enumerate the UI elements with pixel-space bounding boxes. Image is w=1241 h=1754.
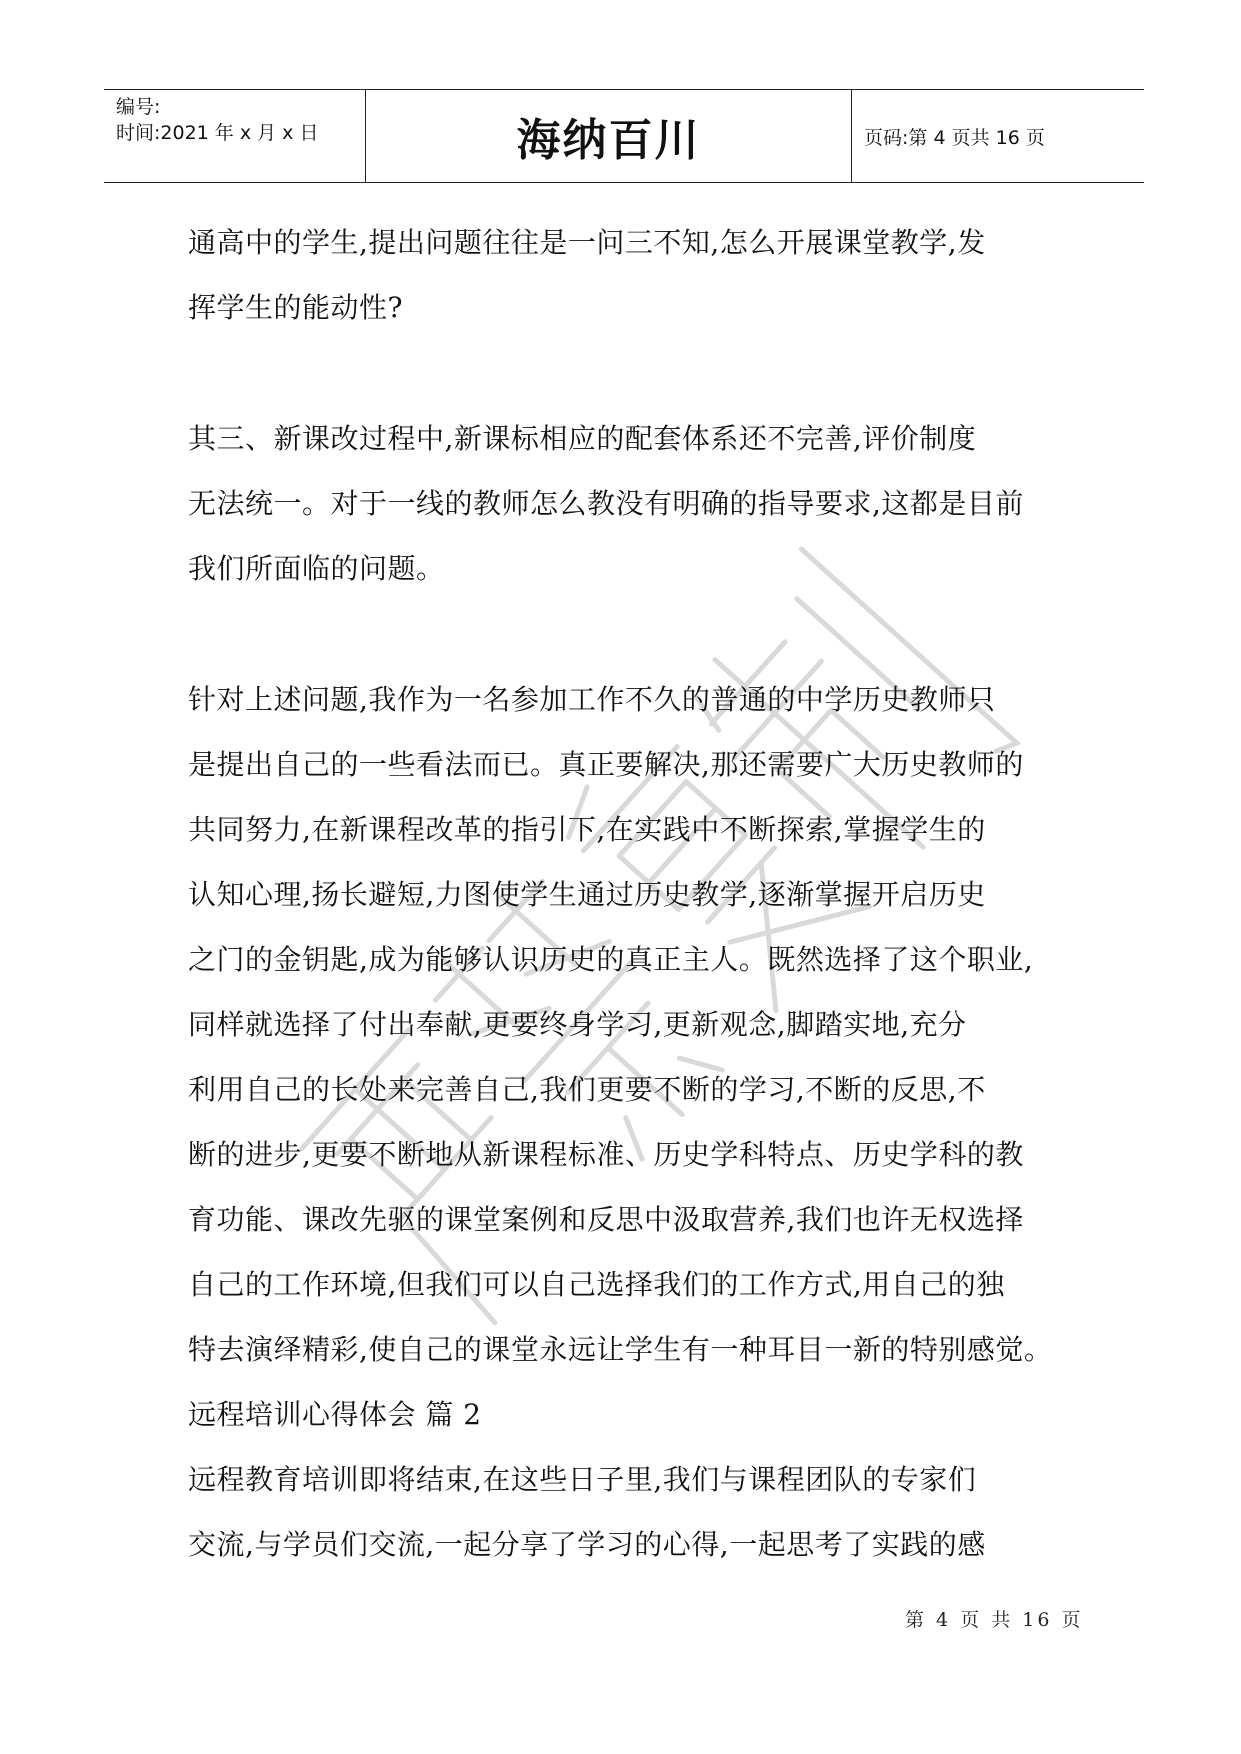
text-line: 育功能、课改先驱的课堂案例和反思中汲取营养,我们也许无权选择 bbox=[188, 1203, 1024, 1236]
text-line: 同样就选择了付出奉献,更要终身学习,更新观念,脚踏实地,充分 bbox=[188, 1008, 967, 1041]
paragraph-gap bbox=[188, 601, 1068, 667]
text-line: 利用自己的长处来完善自己,我们更要不断的学习,不断的反思,不 bbox=[188, 1073, 986, 1106]
text-line: 共同努力,在新课程改革的指引下,在实践中不断探索,掌握学生的 bbox=[188, 813, 986, 846]
header-brand: 海纳百川 bbox=[366, 90, 852, 182]
text-line: 认知心理,扬长避短,力图使学生通过历史教学,逐渐掌握开启历史 bbox=[188, 878, 986, 911]
document-time-label: 时间:2021 年 x 月 x 日 bbox=[116, 122, 319, 144]
text-line: 无法统一。对于一线的教师怎么教没有明确的指导要求,这都是目前 bbox=[188, 487, 1024, 520]
page-footer: 第 4 页 共 16 页 bbox=[905, 1609, 1084, 1631]
text-line: 其三、新课改过程中,新课标相应的配套体系还不完善,评价制度 bbox=[188, 422, 977, 455]
text-line: 交流,与学员们交流,一起分享了学习的心得,一起思考了实践的感 bbox=[188, 1528, 986, 1561]
text-line: 远程培训心得体会 篇 2 bbox=[188, 1398, 482, 1431]
text-line: 自己的工作环境,但我们可以自己选择我们的工作方式,用自己的独 bbox=[188, 1268, 1005, 1301]
document-number-label: 编号: bbox=[116, 96, 161, 118]
header-page-info: 页码:第 4 页共 16 页 bbox=[864, 126, 1045, 149]
text-line: 我们所面临的问题。 bbox=[188, 552, 445, 585]
text-line: 远程教育培训即将结束,在这些日子里,我们与课程团队的专家们 bbox=[188, 1463, 977, 1496]
text-line: 之门的金钥匙,成为能够认识历史的真正主人。既然选择了这个职业, bbox=[188, 943, 1034, 976]
paragraph-gap bbox=[188, 340, 1068, 406]
text-line: 针对上述问题,我作为一名参加工作不久的普通的中学历史教师只 bbox=[188, 683, 996, 716]
document-body bbox=[188, 210, 1068, 1577]
document-header bbox=[104, 89, 1144, 183]
text-line: 特去演绎精彩,使自己的课堂永远让学生有一种耳目一新的特别感觉。 bbox=[188, 1333, 1053, 1366]
text-line: 是提出自己的一些看法而已。真正要解决,那还需要广大历史教师的 bbox=[188, 748, 1024, 781]
text-line: 断的进步,更要不断地从新课程标准、历史学科特点、历史学科的教 bbox=[188, 1138, 1024, 1171]
header-meta-cell bbox=[104, 90, 366, 182]
text-line: 通高中的学生,提出问题往往是一问三不知,怎么开展课堂教学,发 bbox=[188, 226, 986, 259]
text-line: 挥学生的能动性? bbox=[188, 291, 404, 324]
